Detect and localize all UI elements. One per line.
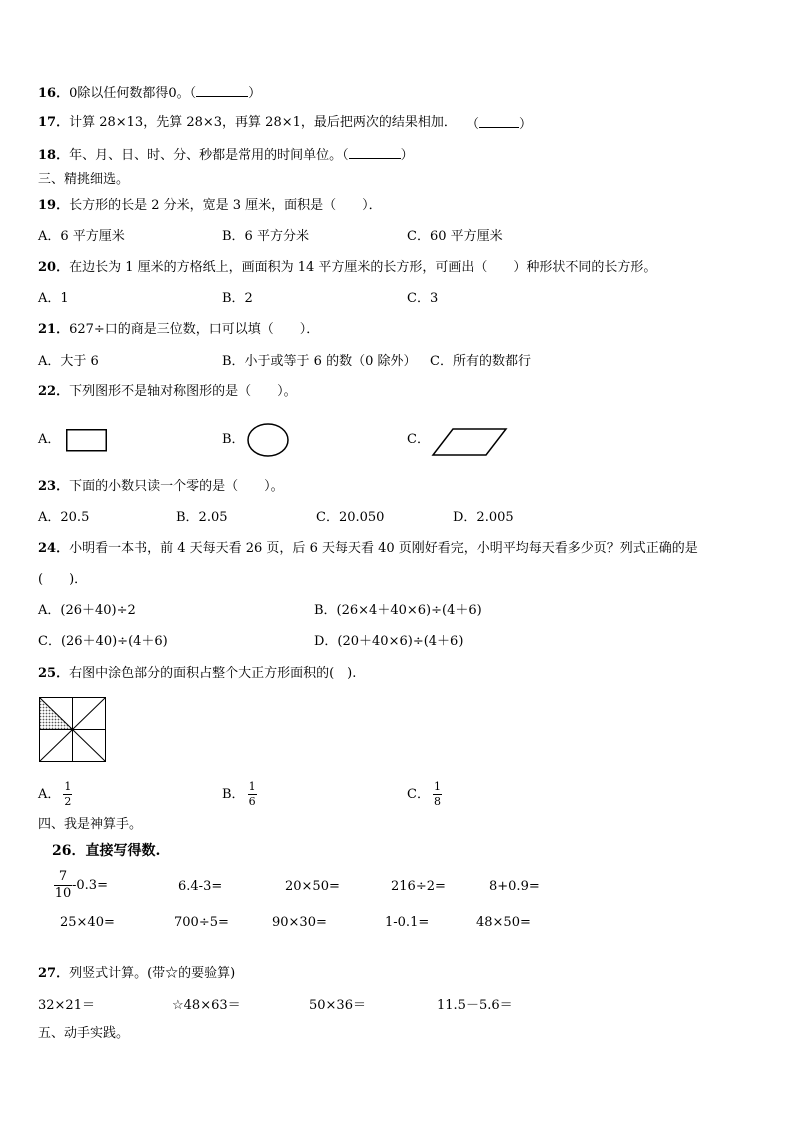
question-number: 23． <box>38 479 70 494</box>
calc-expression: -0.3= <box>72 878 108 893</box>
question-number: 25． <box>38 666 70 681</box>
question-number: 24． <box>38 541 70 556</box>
paren-close: ） <box>519 117 533 132</box>
option-a[interactable]: A．(26＋40)÷2 <box>38 603 136 618</box>
numerator: 1 <box>64 780 72 793</box>
denominator: 8 <box>433 795 441 808</box>
question-text: 0除以任何数都得0。（ <box>69 86 197 101</box>
calc-item: 8+0.9= <box>489 879 540 894</box>
numerator: 7 <box>58 869 68 884</box>
section-heading: 四、我是神算手。 <box>38 817 143 832</box>
calc-item <box>54 867 108 905</box>
fraction <box>248 781 257 808</box>
question-number: 18． <box>38 148 70 163</box>
question-number: 27． <box>38 966 70 981</box>
option-c[interactable]: C． <box>407 432 430 447</box>
question-number: 19． <box>38 198 70 213</box>
question-26 <box>52 843 160 859</box>
option-a[interactable]: A．大于 6 <box>38 354 99 369</box>
option-d[interactable]: D．2.005 <box>453 510 514 525</box>
question-24-continuation: ( )． <box>38 572 88 587</box>
question-22 <box>38 384 297 400</box>
option-c[interactable]: C．20.050 <box>316 510 385 525</box>
answer-blank[interactable] <box>479 115 519 128</box>
option-b[interactable]: B．6 平方分米 <box>222 229 309 244</box>
option-b[interactable]: B．2 <box>222 291 253 306</box>
question-text: 年、月、日、时、分、秒都是常用的时间单位。（ <box>69 148 349 163</box>
question-text: 直接写得数. <box>85 843 161 859</box>
question-number: 17． <box>38 115 70 130</box>
parallelogram-shape <box>432 428 508 458</box>
question-text: 计算 28×13，先算 28×3，再算 28×1，最后把两次的结果相加． <box>69 115 457 130</box>
question-17 <box>38 115 457 131</box>
option-c[interactable]: C．(26＋40)÷(4＋6) <box>38 634 168 649</box>
question-17-answer <box>466 115 532 133</box>
question-number: 22． <box>38 384 70 399</box>
option-c[interactable]: C．3 <box>407 291 439 306</box>
option-b[interactable]: B．2.05 <box>176 510 228 525</box>
question-18 <box>38 146 414 164</box>
question-text: 列竖式计算。(带☆的要验算) <box>69 966 236 981</box>
option-c[interactable]: C．所有的数都行 <box>430 354 531 369</box>
question-number: 21． <box>38 322 70 337</box>
fraction <box>63 781 72 808</box>
section-heading: 五、动手实践。 <box>38 1026 130 1041</box>
question-text: 下列图形不是轴对称图形的是（ ）。 <box>69 384 297 399</box>
section-heading: 三、精挑细选。 <box>38 172 130 187</box>
numerator: 1 <box>248 780 256 793</box>
option-d[interactable]: D．(20＋40×6)÷(4＋6) <box>314 634 464 649</box>
question-text: 在边长为 1 厘米的方格纸上，画面积为 14 平方厘米的长方形，可画出（ ）种形状不同的长方形。 <box>69 260 657 275</box>
option-a[interactable]: A．6 平方厘米 <box>38 229 125 244</box>
fraction <box>433 781 442 808</box>
calc-item: 216÷2= <box>391 879 446 894</box>
calc-item: 700÷5= <box>174 915 229 930</box>
option-b[interactable]: B．小于或等于 6 的数（0 除外） <box>222 354 417 369</box>
calc-item: 25×40= <box>60 915 115 930</box>
square-figure <box>39 697 107 763</box>
answer-blank[interactable] <box>196 84 248 97</box>
calc-item: 50×36＝ <box>309 998 366 1013</box>
question-16 <box>38 84 261 102</box>
fraction <box>54 870 72 901</box>
denominator: 2 <box>64 795 72 808</box>
question-21 <box>38 322 319 338</box>
rectangle-shape <box>66 429 108 453</box>
circle-shape <box>247 423 291 459</box>
denominator: 10 <box>54 886 72 901</box>
question-number: 16． <box>38 86 70 101</box>
option-label: B． <box>222 787 245 802</box>
denominator: 6 <box>248 795 256 808</box>
question-text: 小明看一本书，前 4 天每天看 26 页，后 6 天每天看 40 页刚好看完，小明平均每天看多少页？列式正确的是 <box>69 541 698 556</box>
question-20 <box>38 260 656 276</box>
calc-item: 20×50= <box>285 879 340 894</box>
option-b[interactable]: B． <box>222 432 245 447</box>
question-23 <box>38 479 284 495</box>
calc-item: 1-0.1= <box>385 915 430 930</box>
option-label: A． <box>38 787 61 802</box>
question-25 <box>38 666 356 682</box>
question-number: 26． <box>52 843 86 859</box>
calc-item: 6.4-3= <box>178 879 223 894</box>
question-27 <box>38 966 235 982</box>
option-b[interactable]: B．(26×4＋40×6)÷(4＋6) <box>314 603 482 618</box>
option-a[interactable] <box>38 778 72 812</box>
option-a[interactable]: A．20.5 <box>38 510 90 525</box>
option-b[interactable] <box>222 778 257 812</box>
calc-item: 11.5－5.6＝ <box>437 998 513 1013</box>
option-c[interactable]: C．60 平方厘米 <box>407 229 503 244</box>
question-19 <box>38 198 382 214</box>
option-a[interactable]: A．1 <box>38 291 69 306</box>
option-label: C． <box>407 787 430 802</box>
paren-open: （ <box>466 117 480 132</box>
numerator: 1 <box>433 780 441 793</box>
question-text: 长方形的长是 2 分米，宽是 3 厘米，面积是（ ）． <box>69 198 382 213</box>
option-a[interactable]: A． <box>38 432 61 447</box>
calc-item: 90×30= <box>272 915 327 930</box>
question-number: 20． <box>38 260 70 275</box>
calc-item: 48×50= <box>476 915 531 930</box>
question-text: 下面的小数只读一个零的是（ ）。 <box>69 479 284 494</box>
option-c[interactable] <box>407 778 442 812</box>
question-text: 627÷口的商是三位数，口可以填（ ）． <box>69 322 320 337</box>
answer-blank[interactable] <box>349 146 401 159</box>
calc-item: 32×21＝ <box>38 998 95 1013</box>
question-text: 右图中涂色部分的面积占整个大正方形面积的( ). <box>69 666 357 681</box>
paren-close: ） <box>248 86 262 101</box>
question-24 <box>38 541 698 557</box>
paren-close: ） <box>400 148 414 163</box>
calc-item: ☆48×63＝ <box>172 998 241 1013</box>
